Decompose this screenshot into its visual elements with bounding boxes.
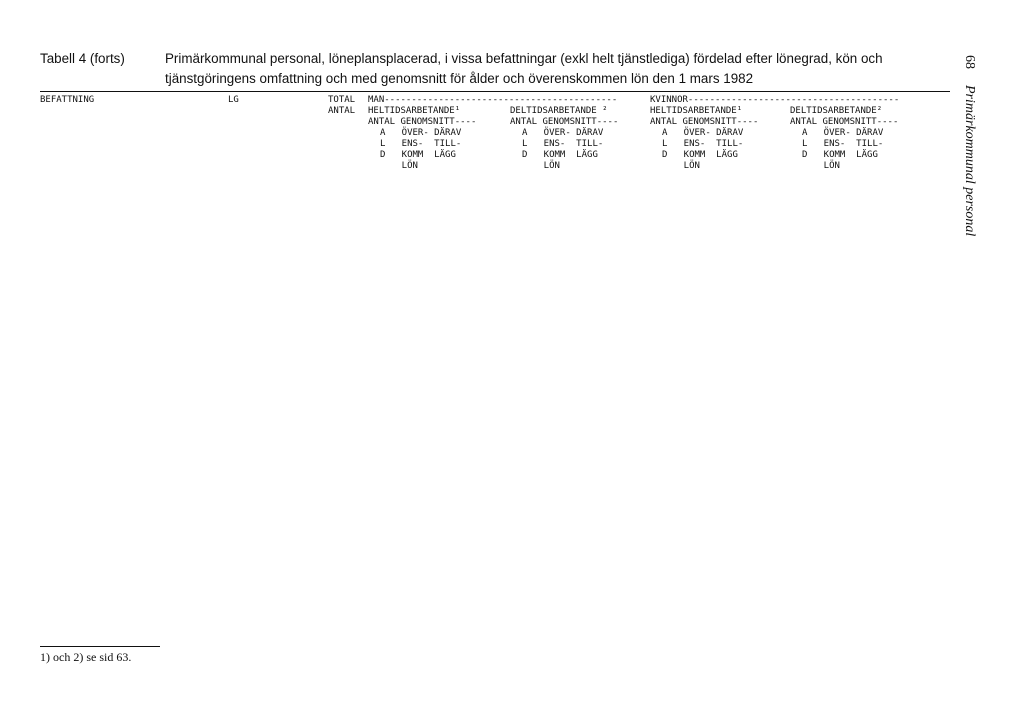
table-label: Tabell 4 (forts)	[40, 51, 125, 66]
table-caption: Primärkommunal personal, löneplansplacerad, i vissa befattningar (exkl helt tjänstlediga) fördelad efter lönegrad, kön och tjänstgöringens omfattning och med genomsnitt för ålder och överenskommen lön den 1 mars 1982	[165, 51, 883, 86]
col-header-gen-2: ANTAL GENOMSNITT----	[510, 117, 619, 127]
sub-header-d-2: LÖN	[522, 161, 560, 171]
sub-header-b-1: L ENS- TILL-	[380, 139, 462, 149]
col-header-man: MAN-------------------------------------------	[368, 95, 618, 105]
sub-header-c-2: D KOMM LÄGG	[522, 150, 598, 160]
col-header-gen-4: ANTAL GENOMSNITT----	[790, 117, 899, 127]
col-header-kvinnor: KVINNOR---------------------------------------	[650, 95, 900, 105]
sub-header-a-1: A ÖVER- DÄRAV	[380, 128, 462, 138]
top-rule	[40, 91, 950, 92]
sub-header-b-4: L ENS- TILL-	[802, 139, 884, 149]
col-header-lg: LG	[228, 95, 239, 105]
col-header-hel-kv: HELTIDSARBETANDE¹	[650, 106, 743, 116]
col-header-total: TOTAL	[328, 95, 356, 105]
sub-header-d-4: LÖN	[802, 161, 840, 171]
col-header-hel-man: HELTIDSARBETANDE¹	[368, 106, 461, 116]
footnote-rule	[40, 646, 160, 647]
sub-header-a-3: A ÖVER- DÄRAV	[662, 128, 744, 138]
running-title: Primärkommunal personal	[962, 85, 977, 237]
page-margin	[945, 55, 985, 355]
footnote: 1) och 2) se sid 63.	[40, 650, 132, 664]
page-number: 68	[962, 55, 977, 69]
sub-header-d-3: LÖN	[662, 161, 700, 171]
sub-header-d-1: LÖN	[380, 161, 418, 171]
sub-header-b-3: L ENS- TILL-	[662, 139, 744, 149]
sub-header-b-2: L ENS- TILL-	[522, 139, 604, 149]
sub-header-a-2: A ÖVER- DÄRAV	[522, 128, 604, 138]
col-header-gen-1: ANTAL GENOMSNITT----	[368, 117, 477, 127]
col-header-gen-3: ANTAL GENOMSNITT----	[650, 117, 759, 127]
sub-header-c-1: D KOMM LÄGG	[380, 150, 456, 160]
sub-header-a-4: A ÖVER- DÄRAV	[802, 128, 884, 138]
col-header-antal: ANTAL	[328, 106, 356, 116]
sub-header-c-3: D KOMM LÄGG	[662, 150, 738, 160]
col-header-befattning: BEFATTNING	[40, 95, 95, 105]
sub-header-c-4: D KOMM LÄGG	[802, 150, 878, 160]
col-header-del-kv: DELTIDSARBETANDE²	[790, 106, 883, 116]
col-header-del-man: DELTIDSARBETANDE ²	[510, 106, 608, 116]
